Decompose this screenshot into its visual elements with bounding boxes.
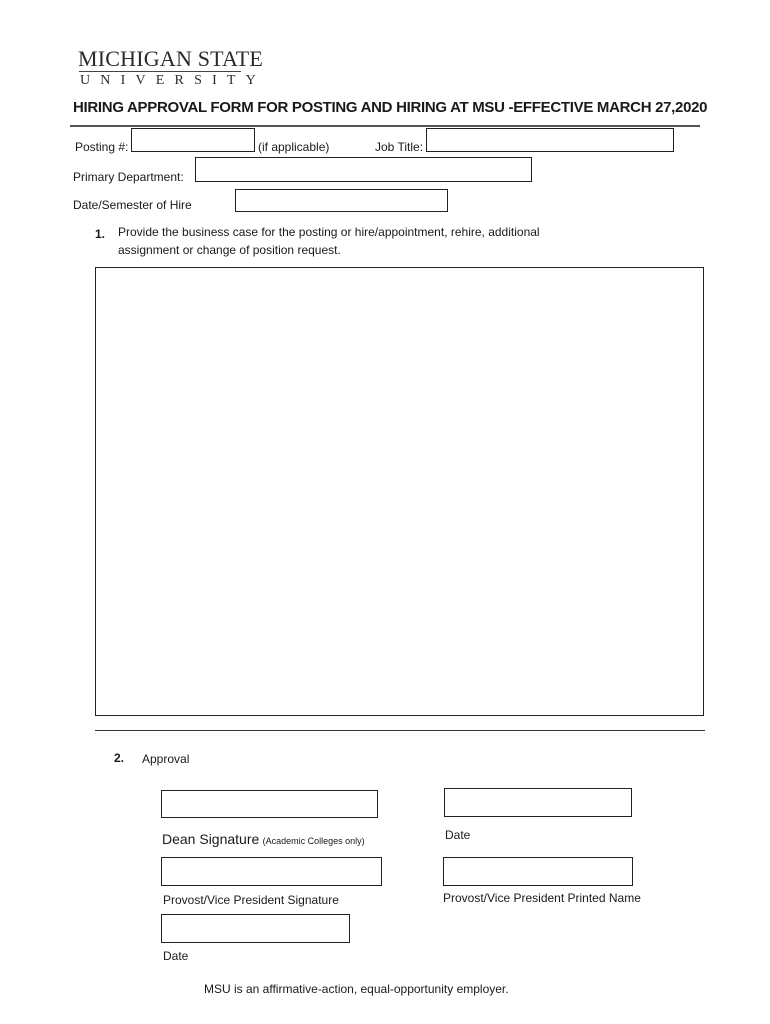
logo-university: UNIVERSITY <box>80 73 266 88</box>
dean-signature-text: Dean Signature <box>162 831 260 847</box>
date-semester-label: Date/Semester of Hire <box>73 198 192 212</box>
section-divider <box>95 730 705 731</box>
dean-date-input[interactable] <box>444 788 632 817</box>
business-case-textarea[interactable] <box>95 267 704 716</box>
dean-signature-input[interactable] <box>161 790 378 818</box>
job-title-label: Job Title: <box>375 140 424 154</box>
dean-signature-label <box>162 831 365 849</box>
section1-line1: Provide the business case for the posting or hire/appointment, rehire, additional <box>118 225 540 239</box>
footer-statement: MSU is an affirmative-action, equal-opportunity employer. <box>204 982 509 996</box>
title-divider <box>70 125 700 127</box>
provost-date-input[interactable] <box>161 914 350 943</box>
posting-number-input[interactable] <box>131 128 255 152</box>
section1-line2: assignment or change of position request. <box>118 243 341 257</box>
dean-date-label: Date <box>445 828 471 842</box>
section1-number: 1. <box>95 227 106 241</box>
provost-printed-name-input[interactable] <box>443 857 633 886</box>
primary-department-label: Primary Department: <box>73 170 184 184</box>
form-title: HIRING APPROVAL FORM FOR POSTING AND HIRING AT MSU -EFFECTIVE MARCH 27,2020 <box>73 99 708 116</box>
approval-heading: Approval <box>142 752 190 766</box>
provost-signature-input[interactable] <box>161 857 382 886</box>
provost-signature-label: Provost/Vice President Signature <box>163 893 339 907</box>
provost-date-label: Date <box>163 949 189 963</box>
section2-number: 2. <box>114 751 125 765</box>
primary-department-input[interactable] <box>195 157 532 182</box>
posting-label: Posting #: <box>75 140 129 154</box>
date-semester-input[interactable] <box>235 189 448 212</box>
job-title-input[interactable] <box>426 128 674 152</box>
if-applicable-label: (if applicable) <box>258 140 330 154</box>
dean-signature-note: (Academic Colleges only) <box>262 836 365 846</box>
logo-michigan-state: MICHIGAN STATE <box>78 46 263 71</box>
provost-printed-name-label: Provost/Vice President Printed Name <box>443 891 641 905</box>
